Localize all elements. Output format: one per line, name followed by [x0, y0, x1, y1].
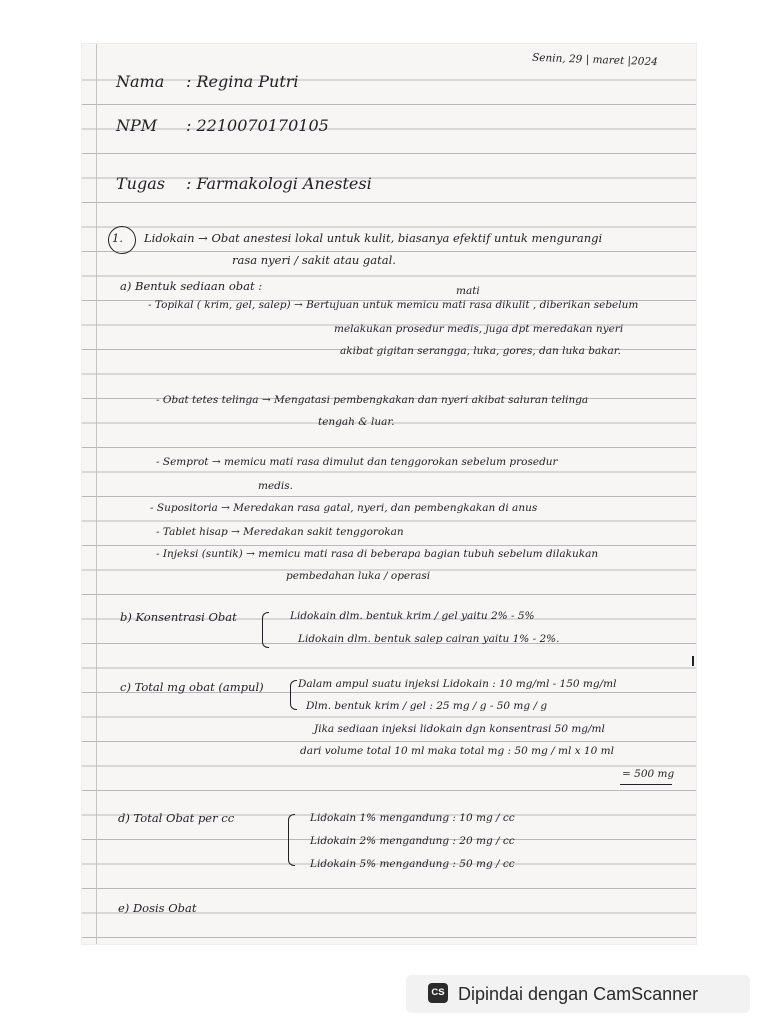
nama-label: Nama	[116, 72, 165, 91]
camscanner-text: Dipindai dengan CamScanner	[458, 984, 699, 1004]
section-d-title: d) Total Obat per cc	[118, 811, 235, 825]
section-c-title: c) Total mg obat (ampul)	[120, 680, 264, 694]
sediaan-injeksi: - Injeksi (suntik) → memicu mati rasa di beberapa bagian tubuh sebelum dilakukan	[156, 548, 599, 560]
q1-definition-line1: Lidokain → Obat anestesi lokal untuk kulit, biasanya efektif untuk mengurangi	[144, 231, 603, 245]
sediaan-supositoria: - Supositoria → Meredakan rasa gatal, nyeri, dan pembengkakan di anus	[150, 502, 538, 514]
mg-krim-gel: Dlm. bentuk krim / gel : 25 mg / g - 50 mg / g	[306, 700, 548, 712]
konsentrasi-krim: Lidokain dlm. bentuk krim / gel yaitu 2% - 5%	[290, 610, 535, 622]
per-cc-1pct: Lidokain 1% mengandung : 10 mg / cc	[310, 812, 515, 824]
ink-mark	[692, 656, 694, 666]
section-d-brace	[288, 814, 295, 866]
sediaan-topikal: - Topikal ( krim, gel, salep) → Bertujuan untuk memicu mati rasa dikulit , diberikan sebelum	[148, 299, 639, 311]
sediaan-tetes-telinga-line2: tengah & luar.	[318, 416, 395, 428]
notebook-page	[82, 44, 696, 944]
npm-value: : 2210070170105	[186, 116, 329, 135]
mg-ampul: Dalam ampul suatu injeksi Lidokain : 10 mg/ml - 150 mg/ml	[298, 678, 617, 690]
tugas-value: : Farmakologi Anestesi	[186, 174, 372, 193]
nama-value: : Regina Putri	[186, 72, 299, 91]
section-b-brace	[262, 612, 269, 648]
sediaan-semprot-line2: medis.	[258, 480, 293, 492]
mg-example-line2: dari volume total 10 ml maka total mg : 50 mg / ml x 10 ml	[300, 745, 614, 757]
sediaan-topikal-line3: akibat gigitan serangga, luka, gores, dan luka bakar.	[340, 345, 622, 357]
konsentrasi-salep: Lidokain dlm. bentuk salep cairan yaitu 1% - 2%.	[298, 633, 560, 645]
section-c-brace	[290, 680, 297, 710]
camscanner-watermark	[406, 975, 750, 1013]
per-cc-5pct: Lidokain 5% mengandung : 50 mg / cc	[310, 858, 515, 870]
sediaan-injeksi-line2: pembedahan luka / operasi	[286, 570, 431, 582]
date-text: Senin, 29 | maret |2024	[531, 51, 658, 69]
result-underline	[620, 784, 672, 785]
sediaan-topikal-line2: melakukan prosedur medis, juga dpt meredakan nyeri	[334, 323, 624, 335]
sediaan-tablet-hisap: - Tablet hisap → Meredakan sakit tenggorokan	[156, 526, 404, 538]
tugas-label: Tugas	[116, 174, 165, 193]
section-a-title: a) Bentuk sediaan obat :	[120, 279, 263, 293]
q1-definition-line2: rasa nyeri / sakit atau gatal.	[232, 253, 396, 267]
mg-result: = 500 mg	[622, 768, 675, 780]
sediaan-tetes-telinga: - Obat tetes telinga → Mengatasi pembengkakan dan nyeri akibat saluran telinga	[156, 394, 589, 406]
margin-line	[96, 44, 97, 944]
npm-label: NPM	[116, 116, 158, 135]
question-number: 1.	[112, 231, 123, 245]
mg-example-line1: Jika sediaan injeksi lidokain dgn konsentrasi 50 mg/ml	[314, 723, 605, 735]
camscanner-logo-icon: CS	[428, 983, 448, 1003]
sediaan-semprot: - Semprot → memicu mati rasa dimulut dan tenggorokan sebelum prosedur	[156, 456, 558, 468]
section-e-title: e) Dosis Obat	[118, 901, 197, 915]
section-b-title: b) Konsentrasi Obat	[120, 610, 237, 624]
per-cc-2pct: Lidokain 2% mengandung : 20 mg / cc	[310, 835, 515, 847]
mati-note: mati	[456, 285, 480, 297]
